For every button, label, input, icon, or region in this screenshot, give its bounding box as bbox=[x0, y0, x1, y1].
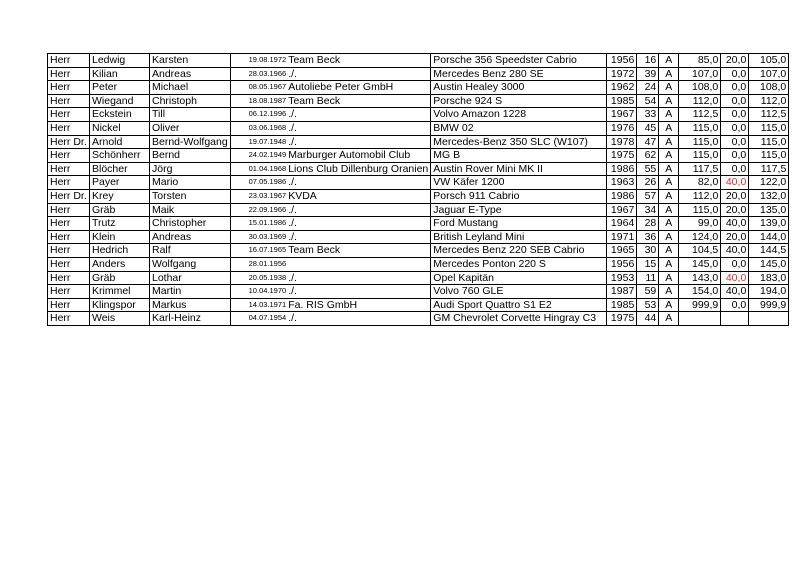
club-cell bbox=[287, 257, 431, 271]
nr-cell: 44 bbox=[637, 312, 659, 326]
score-1-cell: 143,0 bbox=[679, 271, 721, 285]
geb-date-cell: 01.04.1968 bbox=[230, 162, 287, 176]
name-cell: Wiegand bbox=[90, 94, 150, 108]
club-cell: Lions Club Dillenburg Oranien bbox=[287, 162, 431, 176]
total-cell: 107,0 bbox=[749, 67, 789, 81]
klasse-cell: A bbox=[659, 135, 679, 149]
klasse-cell: A bbox=[659, 189, 679, 203]
table-row bbox=[48, 244, 789, 258]
anrede-cell: Herr bbox=[48, 203, 90, 217]
baujahr-cell: 1985 bbox=[607, 94, 637, 108]
geb-date-cell: 28.01.1956 bbox=[230, 257, 287, 271]
geb-date-cell: 08.05.1967 bbox=[230, 81, 287, 95]
vorname-cell: Michael bbox=[150, 81, 231, 95]
anrede-cell: Herr bbox=[48, 54, 90, 68]
klasse-cell: A bbox=[659, 271, 679, 285]
table-row bbox=[48, 67, 789, 81]
name-cell: Anders bbox=[90, 257, 150, 271]
club-cell: Team Beck bbox=[287, 94, 431, 108]
vorname-cell: Mario bbox=[150, 176, 231, 190]
name-cell: Payer bbox=[90, 176, 150, 190]
nr-cell: 24 bbox=[637, 81, 659, 95]
name-cell: Hedrich bbox=[90, 244, 150, 258]
score-2-cell: 40,0 bbox=[721, 285, 749, 299]
score-1-cell bbox=[679, 312, 721, 326]
baujahr-cell: 1964 bbox=[607, 217, 637, 231]
klasse-cell: A bbox=[659, 203, 679, 217]
score-1-cell: 999,9 bbox=[679, 298, 721, 312]
total-cell: 135,0 bbox=[749, 203, 789, 217]
geb-date-cell: 03.06.1968 bbox=[230, 121, 287, 135]
anrede-cell: Herr bbox=[48, 230, 90, 244]
results-table bbox=[47, 53, 789, 326]
score-2-cell: 0,0 bbox=[721, 257, 749, 271]
score-2-cell: 20,0 bbox=[721, 54, 749, 68]
klasse-cell: A bbox=[659, 312, 679, 326]
klasse-cell: A bbox=[659, 162, 679, 176]
baujahr-cell: 1976 bbox=[607, 121, 637, 135]
fahrzeug-cell: Volvo Amazon 1228 bbox=[431, 108, 607, 122]
club-cell: ./. bbox=[287, 217, 431, 231]
score-1-cell: 112,5 bbox=[679, 108, 721, 122]
fahrzeug-cell: MG B bbox=[431, 149, 607, 163]
klasse-cell: A bbox=[659, 298, 679, 312]
klasse-cell: A bbox=[659, 94, 679, 108]
score-1-cell: 115,0 bbox=[679, 121, 721, 135]
score-1-cell: 115,0 bbox=[679, 149, 721, 163]
fahrzeug-cell: Mercedes-Benz 350 SLC (W107) bbox=[431, 135, 607, 149]
vorname-cell: Torsten bbox=[150, 189, 231, 203]
score-2-cell: 0,0 bbox=[721, 108, 749, 122]
baujahr-cell: 1971 bbox=[607, 230, 637, 244]
baujahr-cell: 1962 bbox=[607, 81, 637, 95]
table-row bbox=[48, 285, 789, 299]
score-1-cell: 112,0 bbox=[679, 94, 721, 108]
anrede-cell: Herr bbox=[48, 285, 90, 299]
total-cell: 145,0 bbox=[749, 257, 789, 271]
vorname-cell: Markus bbox=[150, 298, 231, 312]
score-2-cell: 0,0 bbox=[721, 94, 749, 108]
total-cell: 115,0 bbox=[749, 135, 789, 149]
nr-cell: 34 bbox=[637, 203, 659, 217]
baujahr-cell: 1953 bbox=[607, 271, 637, 285]
anrede-cell: Herr bbox=[48, 244, 90, 258]
vorname-cell: Christopher bbox=[150, 217, 231, 231]
club-cell: ./. bbox=[287, 135, 431, 149]
baujahr-cell: 1972 bbox=[607, 67, 637, 81]
fahrzeug-cell: Porsche 356 Speedster Cabrio bbox=[431, 54, 607, 68]
geb-date-cell: 16.07.1965 bbox=[230, 244, 287, 258]
name-cell: Ledwig bbox=[90, 54, 150, 68]
fahrzeug-cell: Mercedes Benz 220 SEB Cabrio bbox=[431, 244, 607, 258]
vorname-cell: Karsten bbox=[150, 54, 231, 68]
klasse-cell: A bbox=[659, 149, 679, 163]
total-cell: 144,0 bbox=[749, 230, 789, 244]
geb-date-cell: 10.04.1970 bbox=[230, 285, 287, 299]
score-2-cell: 0,0 bbox=[721, 149, 749, 163]
klasse-cell: A bbox=[659, 81, 679, 95]
baujahr-cell: 1967 bbox=[607, 108, 637, 122]
anrede-cell: Herr bbox=[48, 121, 90, 135]
score-1-cell: 112,0 bbox=[679, 189, 721, 203]
fahrzeug-cell: GM Chevrolet Corvette Hingray C3 bbox=[431, 312, 607, 326]
vorname-cell: Christoph bbox=[150, 94, 231, 108]
geb-date-cell: 19.08.1972 bbox=[230, 54, 287, 68]
anrede-cell: Herr bbox=[48, 149, 90, 163]
club-cell: ./. bbox=[287, 312, 431, 326]
geb-date-cell: 24.02.1949 bbox=[230, 149, 287, 163]
club-cell: Fa. RIS GmbH bbox=[287, 298, 431, 312]
score-1-cell: 145,0 bbox=[679, 257, 721, 271]
score-1-cell: 115,0 bbox=[679, 203, 721, 217]
score-1-cell: 124,0 bbox=[679, 230, 721, 244]
name-cell: Klingspor bbox=[90, 298, 150, 312]
total-cell: 144,5 bbox=[749, 244, 789, 258]
nr-cell: 28 bbox=[637, 217, 659, 231]
fahrzeug-cell: Opel Kapitän bbox=[431, 271, 607, 285]
club-cell: Team Beck bbox=[287, 244, 431, 258]
table-row bbox=[48, 121, 789, 135]
baujahr-cell: 1986 bbox=[607, 162, 637, 176]
baujahr-cell: 1987 bbox=[607, 285, 637, 299]
nr-cell: 45 bbox=[637, 121, 659, 135]
klasse-cell: A bbox=[659, 285, 679, 299]
score-2-cell: 0,0 bbox=[721, 67, 749, 81]
fahrzeug-cell: Audi Sport Quattro S1 E2 bbox=[431, 298, 607, 312]
nr-cell: 57 bbox=[637, 189, 659, 203]
total-cell: 117,5 bbox=[749, 162, 789, 176]
total-cell: 105,0 bbox=[749, 54, 789, 68]
anrede-cell: Herr bbox=[48, 257, 90, 271]
name-cell: Blöcher bbox=[90, 162, 150, 176]
table-row bbox=[48, 312, 789, 326]
fahrzeug-cell: Austin Healey 3000 bbox=[431, 81, 607, 95]
name-cell: Gräb bbox=[90, 203, 150, 217]
total-cell: 132,0 bbox=[749, 189, 789, 203]
name-cell: Klein bbox=[90, 230, 150, 244]
klasse-cell: A bbox=[659, 67, 679, 81]
nr-cell: 62 bbox=[637, 149, 659, 163]
table-row bbox=[48, 230, 789, 244]
score-2-cell: 20,0 bbox=[721, 230, 749, 244]
name-cell: Krey bbox=[90, 189, 150, 203]
anrede-cell: Herr bbox=[48, 162, 90, 176]
score-1-cell: 82,0 bbox=[679, 176, 721, 190]
club-cell: ./. bbox=[287, 230, 431, 244]
score-1-cell: 108,0 bbox=[679, 81, 721, 95]
anrede-cell: Herr bbox=[48, 81, 90, 95]
score-2-cell: 0,0 bbox=[721, 162, 749, 176]
geb-date-cell: 20.05.1938 bbox=[230, 271, 287, 285]
nr-cell: 53 bbox=[637, 298, 659, 312]
fahrzeug-cell: Jaguar E-Type bbox=[431, 203, 607, 217]
klasse-cell: A bbox=[659, 176, 679, 190]
score-1-cell: 107,0 bbox=[679, 67, 721, 81]
baujahr-cell: 1956 bbox=[607, 257, 637, 271]
club-cell: Marburger Automobil Club bbox=[287, 149, 431, 163]
baujahr-cell: 1956 bbox=[607, 54, 637, 68]
name-cell: Nickel bbox=[90, 121, 150, 135]
baujahr-cell: 1965 bbox=[607, 244, 637, 258]
geb-date-cell: 06.12.1996 bbox=[230, 108, 287, 122]
geb-date-cell: 19.07.1948 bbox=[230, 135, 287, 149]
score-2-cell: 0,0 bbox=[721, 298, 749, 312]
name-cell: Weis bbox=[90, 312, 150, 326]
fahrzeug-cell: VW Käfer 1200 bbox=[431, 176, 607, 190]
score-2-cell bbox=[721, 312, 749, 326]
nr-cell: 16 bbox=[637, 54, 659, 68]
table-row bbox=[48, 203, 789, 217]
table-row bbox=[48, 217, 789, 231]
nr-cell: 47 bbox=[637, 135, 659, 149]
nr-cell: 39 bbox=[637, 67, 659, 81]
vorname-cell: Oliver bbox=[150, 121, 231, 135]
club-cell: ./. bbox=[287, 203, 431, 217]
baujahr-cell: 1986 bbox=[607, 189, 637, 203]
geb-date-cell: 23.03.1967 bbox=[230, 189, 287, 203]
geb-date-cell: 14.03.1971 bbox=[230, 298, 287, 312]
geb-date-cell: 07.05.1986 bbox=[230, 176, 287, 190]
name-cell: Eckstein bbox=[90, 108, 150, 122]
vorname-cell: Maik bbox=[150, 203, 231, 217]
club-cell: ./. bbox=[287, 176, 431, 190]
fahrzeug-cell: BMW 02 bbox=[431, 121, 607, 135]
score-1-cell: 104,5 bbox=[679, 244, 721, 258]
name-cell: Schönherr bbox=[90, 149, 150, 163]
table-row bbox=[48, 176, 789, 190]
club-cell: KVDA bbox=[287, 189, 431, 203]
table-row bbox=[48, 94, 789, 108]
vorname-cell: Ralf bbox=[150, 244, 231, 258]
vorname-cell: Martin bbox=[150, 285, 231, 299]
vorname-cell: Lothar bbox=[150, 271, 231, 285]
vorname-cell: Wolfgang bbox=[150, 257, 231, 271]
anrede-cell: Herr bbox=[48, 271, 90, 285]
baujahr-cell: 1978 bbox=[607, 135, 637, 149]
score-2-cell: 0,0 bbox=[721, 135, 749, 149]
geb-date-cell: 18.08.1987 bbox=[230, 94, 287, 108]
table-row bbox=[48, 271, 789, 285]
club-cell: Autoliebe Peter GmbH bbox=[287, 81, 431, 95]
club-cell: Team Beck bbox=[287, 54, 431, 68]
score-2-cell: 40,0 bbox=[721, 244, 749, 258]
geb-date-cell: 30.03.1969 bbox=[230, 230, 287, 244]
table-row bbox=[48, 108, 789, 122]
name-cell: Kilian bbox=[90, 67, 150, 81]
score-2-cell: 40,0 bbox=[721, 217, 749, 231]
name-cell: Krimmel bbox=[90, 285, 150, 299]
baujahr-cell: 1985 bbox=[607, 298, 637, 312]
vorname-cell: Andreas bbox=[150, 230, 231, 244]
baujahr-cell: 1975 bbox=[607, 312, 637, 326]
name-cell: Peter bbox=[90, 81, 150, 95]
table-row bbox=[48, 162, 789, 176]
baujahr-cell: 1975 bbox=[607, 149, 637, 163]
table-row bbox=[48, 135, 789, 149]
total-cell: 115,0 bbox=[749, 121, 789, 135]
score-1-cell: 115,0 bbox=[679, 135, 721, 149]
total-cell: 139,0 bbox=[749, 217, 789, 231]
anrede-cell: Herr bbox=[48, 298, 90, 312]
total-cell: 115,0 bbox=[749, 149, 789, 163]
nr-cell: 30 bbox=[637, 244, 659, 258]
vorname-cell: Andreas bbox=[150, 67, 231, 81]
geb-date-cell: 28.03.1966 bbox=[230, 67, 287, 81]
nr-cell: 15 bbox=[637, 257, 659, 271]
vorname-cell: Till bbox=[150, 108, 231, 122]
nr-cell: 36 bbox=[637, 230, 659, 244]
anrede-cell: Herr bbox=[48, 312, 90, 326]
fahrzeug-cell: Mercedes Benz 280 SE bbox=[431, 67, 607, 81]
anrede-cell: Herr bbox=[48, 176, 90, 190]
fahrzeug-cell: Mercedes Ponton 220 S bbox=[431, 257, 607, 271]
fahrzeug-cell: Porsch 911 Cabrio bbox=[431, 189, 607, 203]
total-cell: 122,0 bbox=[749, 176, 789, 190]
total-cell bbox=[749, 312, 789, 326]
club-cell: ./. bbox=[287, 285, 431, 299]
score-2-cell: 40,0 bbox=[721, 176, 749, 190]
name-cell: Gräb bbox=[90, 271, 150, 285]
score-2-cell: 40,0 bbox=[721, 271, 749, 285]
anrede-cell: Herr bbox=[48, 217, 90, 231]
table-row bbox=[48, 149, 789, 163]
klasse-cell: A bbox=[659, 230, 679, 244]
total-cell: 112,0 bbox=[749, 94, 789, 108]
score-1-cell: 99,0 bbox=[679, 217, 721, 231]
anrede-cell: Herr Dr. bbox=[48, 135, 90, 149]
score-2-cell: 0,0 bbox=[721, 81, 749, 95]
table-row bbox=[48, 189, 789, 203]
score-1-cell: 154,0 bbox=[679, 285, 721, 299]
nr-cell: 59 bbox=[637, 285, 659, 299]
klasse-cell: A bbox=[659, 257, 679, 271]
total-cell: 183,0 bbox=[749, 271, 789, 285]
klasse-cell: A bbox=[659, 121, 679, 135]
anrede-cell: Herr bbox=[48, 108, 90, 122]
baujahr-cell: 1963 bbox=[607, 176, 637, 190]
nr-cell: 26 bbox=[637, 176, 659, 190]
geb-date-cell: 15.01.1986 bbox=[230, 217, 287, 231]
anrede-cell: Herr bbox=[48, 94, 90, 108]
table-row bbox=[48, 81, 789, 95]
vorname-cell: Karl-Heinz bbox=[150, 312, 231, 326]
score-2-cell: 20,0 bbox=[721, 189, 749, 203]
nr-cell: 54 bbox=[637, 94, 659, 108]
total-cell: 194,0 bbox=[749, 285, 789, 299]
klasse-cell: A bbox=[659, 54, 679, 68]
fahrzeug-cell: Volvo 760 GLE bbox=[431, 285, 607, 299]
fahrzeug-cell: Austin Rover Mini MK II bbox=[431, 162, 607, 176]
anrede-cell: Herr Dr. bbox=[48, 189, 90, 203]
anrede-cell: Herr bbox=[48, 67, 90, 81]
klasse-cell: A bbox=[659, 217, 679, 231]
nr-cell: 55 bbox=[637, 162, 659, 176]
vorname-cell: Jörg bbox=[150, 162, 231, 176]
table-row bbox=[48, 54, 789, 68]
club-cell: ./. bbox=[287, 271, 431, 285]
table-row bbox=[48, 257, 789, 271]
total-cell: 999,9 bbox=[749, 298, 789, 312]
fahrzeug-cell: Porsche 924 S bbox=[431, 94, 607, 108]
club-cell: ./. bbox=[287, 121, 431, 135]
score-2-cell: 20,0 bbox=[721, 203, 749, 217]
nr-cell: 33 bbox=[637, 108, 659, 122]
geb-date-cell: 04.07.1954 bbox=[230, 312, 287, 326]
table-row bbox=[48, 298, 789, 312]
nr-cell: 11 bbox=[637, 271, 659, 285]
vorname-cell: Bernd bbox=[150, 149, 231, 163]
geb-date-cell: 22.09.1966 bbox=[230, 203, 287, 217]
vorname-cell: Bernd-Wolfgang bbox=[150, 135, 231, 149]
score-2-cell: 0,0 bbox=[721, 121, 749, 135]
score-1-cell: 117,5 bbox=[679, 162, 721, 176]
total-cell: 112,5 bbox=[749, 108, 789, 122]
club-cell: ./. bbox=[287, 108, 431, 122]
klasse-cell: A bbox=[659, 108, 679, 122]
klasse-cell: A bbox=[659, 244, 679, 258]
club-cell: ./. bbox=[287, 67, 431, 81]
total-cell: 108,0 bbox=[749, 81, 789, 95]
baujahr-cell: 1967 bbox=[607, 203, 637, 217]
fahrzeug-cell: British Leyland Mini bbox=[431, 230, 607, 244]
name-cell: Arnold bbox=[90, 135, 150, 149]
score-1-cell: 85,0 bbox=[679, 54, 721, 68]
fahrzeug-cell: Ford Mustang bbox=[431, 217, 607, 231]
name-cell: Trutz bbox=[90, 217, 150, 231]
